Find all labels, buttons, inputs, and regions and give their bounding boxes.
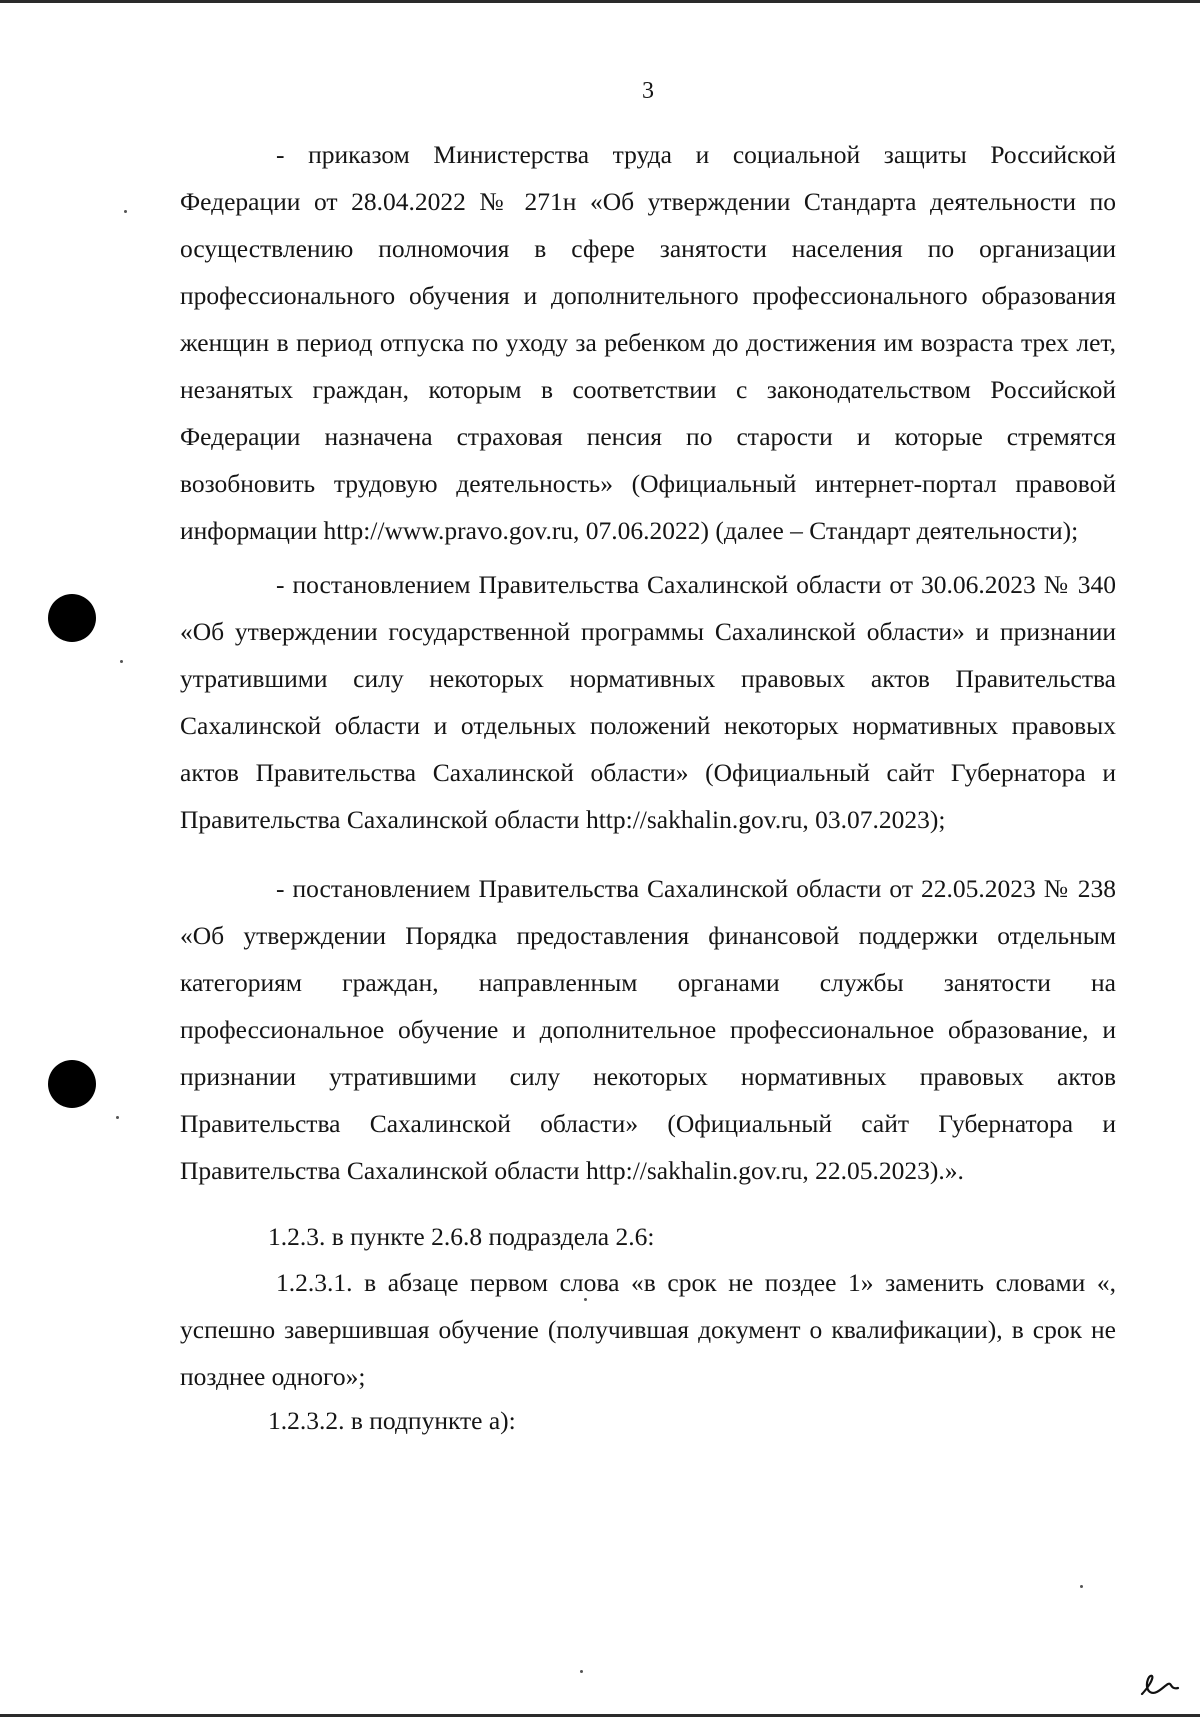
punch-hole-top — [48, 594, 96, 642]
paragraph-item-1-2-3: 1.2.3. в пункте 2.6.8 подраздела 2.6: — [268, 1222, 655, 1251]
punch-hole-bottom — [48, 1060, 96, 1108]
scan-speck — [1080, 1585, 1083, 1588]
paragraph-sakhalin-resolution-238: - постановлением Правительства Сахалинской области от 22.05.2023 № 238 «Об утверждении Порядка предоставления финансовой поддержки отдельным категориям граждан, направленным органами службы занятости на профессиональное обучение и дополнительное профессиональное образование, и признании утратившими силу некоторых нормативных правовых актов Правительства Сахалинской области» (Официальный сайт Губернатора и Правительства Сахалинской области http://sakhalin.gov.ru, 22.05.2023).». — [180, 874, 1116, 1185]
scan-speck — [116, 1116, 119, 1119]
scan-speck — [124, 210, 127, 213]
scan-speck — [580, 1670, 583, 1673]
paragraph-labor-ministry-order: - приказом Министерства труда и социальной защиты Российской Федерации от 28.04.2022 № 271н «Об утверждении Стандарта деятельности по осуществлению полномочия в сфере занятости населения по организации профессионального обучения и дополнительного профессионального образования женщин в период отпуска по уходу за ребенком до достижения им возраста трех лет, незанятых граждан, которым в соответствии с законодательством Российской Федерации назначена страховая пенсия по старости и которые стремятся возобновить трудовую деятельность» (Официальный интернет-портал правовой информации http://www.pravo.gov.ru, 07.06.2022) (далее – Стандарт деятельности); — [180, 140, 1116, 545]
page-number: 3 — [642, 78, 654, 104]
paragraph-item-1-2-3-2: 1.2.3.2. в подпункте а): — [268, 1406, 516, 1435]
scan-speck — [584, 1298, 587, 1301]
scan-edge-top — [0, 0, 1200, 3]
paragraph-item-1-2-3-1: 1.2.3.1. в абзаце первом слова «в срок не поздее 1» заменить словами «, успешно завершившая обучение (получившая документ о квалификации), в срок не позднее одного»; — [180, 1268, 1116, 1391]
scan-speck — [120, 660, 123, 663]
paragraph-sakhalin-resolution-340: - постановлением Правительства Сахалинской области от 30.06.2023 № 340 «Об утверждении государственной программы Сахалинской области» и признании утратившими силу некоторых нормативных правовых актов Правительства Сахалинской области и отдельных положений некоторых нормативных правовых актов Правительства Сахалинской области» (Официальный сайт Губернатора и Правительства Сахалинской области http://sakhalin.gov.ru, 03.07.2023); — [180, 570, 1116, 834]
handwritten-initial-mark — [1138, 1668, 1182, 1700]
